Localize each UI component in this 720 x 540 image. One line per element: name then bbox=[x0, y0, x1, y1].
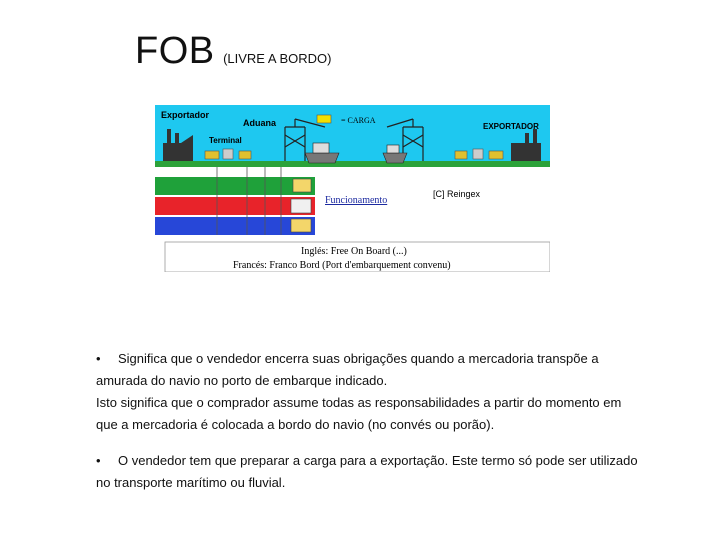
link-funcionamento: Funcionamento bbox=[325, 195, 388, 206]
label-aduana: Aduana bbox=[243, 118, 277, 128]
label-exportador-left: Exportador bbox=[161, 110, 210, 120]
label-exportador-right: EXPORTADOR bbox=[483, 122, 539, 131]
bullet-1-line-1: Significa que o vendedor encerra suas obrigações quando a mercadoria transpõe a bbox=[118, 351, 599, 366]
ground-band bbox=[155, 161, 550, 167]
row-green bbox=[155, 177, 315, 195]
bullet-2-line-1: O vendedor tem que preparar a carga para a exportação. Este termo só pode ser utilizado bbox=[118, 453, 638, 468]
label-copyright: [C] Reingex bbox=[433, 189, 481, 199]
bullet-paragraph-1 bbox=[96, 348, 656, 436]
truck-icon bbox=[205, 151, 219, 159]
fob-illustration bbox=[155, 105, 550, 272]
bullet-paragraph-2 bbox=[96, 450, 656, 494]
bullet-marker: • bbox=[96, 351, 101, 366]
label-carga: = CARGA bbox=[341, 116, 376, 125]
slide-subtitle: (LIVRE A BORDO) bbox=[223, 51, 332, 66]
bullet-1-line-2: amurada do navio no porto de embarque indicado. bbox=[96, 373, 388, 388]
cargo-box-icon bbox=[317, 115, 331, 123]
bullet-1-line-3: Isto significa que o comprador assume todas as responsabilidades a partir do momento em bbox=[96, 395, 622, 410]
label-terminal: Terminal bbox=[209, 136, 242, 145]
tools-icon bbox=[291, 199, 311, 213]
folder-icon bbox=[293, 179, 311, 192]
lang-frances: Francés: Franco Bord (Port d'embarquement convenu) bbox=[233, 260, 451, 271]
slide-title: FOB bbox=[135, 30, 215, 72]
truck-small-icon bbox=[291, 219, 311, 232]
bullet-2-line-2: no transporte marítimo ou fluvial. bbox=[96, 475, 286, 490]
lang-ingles: Inglés: Free On Board (...) bbox=[301, 246, 407, 257]
bullet-marker: • bbox=[96, 453, 101, 468]
slide-title-block bbox=[135, 30, 331, 73]
bullet-1-line-4: que a mercadoria é colocada a bordo do navio (no convés ou porão). bbox=[96, 417, 495, 432]
